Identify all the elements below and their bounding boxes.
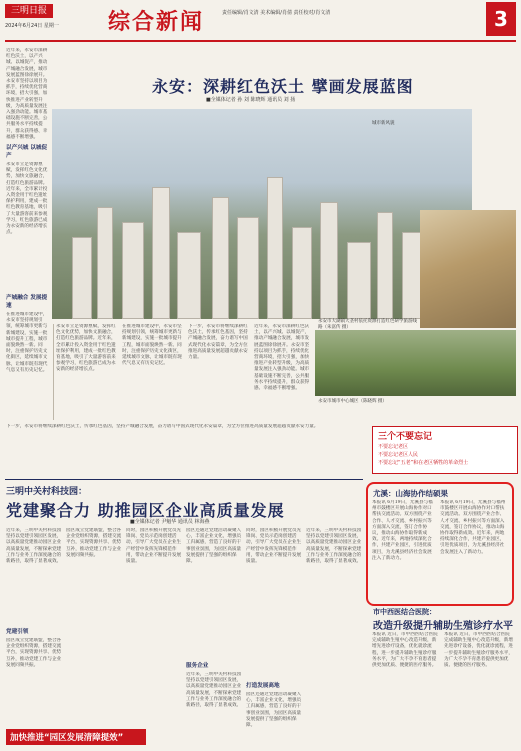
second-col-3: 同时，园区积极开展党员先锋岗、党员示范岗创建活动，引导广大党员在企业生产经营中发挥先锋模范作用，带动企业不断提升发展质量。 [126,528,182,565]
second-subhead-3: 打造发展高地 [246,683,280,689]
lead-text-col-d: 近年来，永安市深耕红色沃土，以产兴城、以城促产，推动产城融合发展，城市发展蓝图徐徐展开。永安市坚持以项目为抓手，持续优化营商环境，招大引强，加快推进产业转型升级，为高质量发展注入强劲动能。城市基础设施不断完善，公共服务水平持续提升，群众获得感、幸福感不断增强。 [254,324,310,392]
second-col-6: 近年来，三明中关村科技园坚持以党建引领园区发展，以高质量党建推动园区企业高质量发展，不断探索党建工作与业务工作深度融合的新路径，取得了显著成效。 [306,528,362,565]
second-subhead-1: 党建引领 [6,629,29,635]
second-col5-text: 同时，园区积极开展党员先锋岗、党员示范岗创建活动，引导广大党员在企业生产经营中发挥先锋模范作用，带动企业不断提升发展质量。 [246,528,302,565]
page-number: 3 [486,2,516,36]
issue-date: 2024年6月24日 星期一 [5,23,59,29]
second-subhead-2: 服务企业 [186,663,209,669]
second-headline: 党建聚合力 助推园区企业高质量发展 [6,501,285,520]
lead-col1-text: 近年来，永安市深耕红色沃土，以产兴城、以城促产，推动产城融合发展，城市发展蓝图徐徐展开。永安市坚持以项目为抓手，持续优化营商环境，招大引强，加快推进产业转型升级，为高质量发展注入强劲动能。城市基础设施不断完善，公共服务水平持续提升，群众获得感、幸福感不断增强。 [6,48,48,140]
lead-text-col-c: 下一步，永安市将继续深耕红色沃土，传承红色基因，坚持产城融合发展，奋力谱写中国式现代化永安篇章，为全方位推进高质量发展超越贡献永安力量。 [188,324,248,361]
second-col-2: 园区成立党建联盟，整合各企业党组织资源，搭建交流平台，实现资源共享、优势互补，推动党建工作与企业发展同频共振。 [66,528,122,558]
side-article-title: 尤溪：山海协作结硕果 [373,489,448,498]
side-article-col-2: 本报讯 6月19日，尤溪县与福州市鼓楼区开展山海协作对口帮扶交流活动。双方围绕产业合作、人才交流、乡村振兴等方面深入交流，签订合作协议，推动山海协作取得新成效。近年来，两地持续深化合作，共建产业园区，引进优质项目，为尤溪县经济社会发展注入了新动力。 [440,500,506,555]
third-col-1: 本报讯 近日，市中西医结合医院完成辅助生殖中心改造升级，新增先进诊疗设备，优化就诊流程，进一步提升辅助生殖诊疗服务水平，为广大不孕不育患者提供更加优质、便捷的医疗服务。 [372,632,438,669]
lead-byline: ■全媒体记者 孙 刘 陈晓辉 通讯员 刘 扬 [206,97,296,103]
second-col1-text: 近年来，三明中关村科技园坚持以党建引领园区发展，以高质量党建推动园区企业高质量发展，不断探索党建工作与业务工作深度融合的新路径，取得了显著成效。 [6,528,62,565]
editor-credits: 责任编辑/肖文清 美术编辑/肖倩 责任校对/肖文清 [222,10,331,16]
section-title: 综合新闻 [108,10,205,35]
third-kicker: 市中西医结合医院： [373,608,436,616]
lead-col3-text: 在推进城市建设中，永安市坚持规划引领，统筹城市更新与新城建设，实施一批城市提升工程，城市面貌焕然一新。同时，注重保护历史文化街区，延续城市文脉，让城市既有现代气息又有历史记忆。 [6,312,48,373]
lead-intro-column [6,48,50,420]
second-col4b-text: 近年来，三明中关村科技园坚持以党建引领园区发展，以高质量党建推动园区企业高质量发展，不断探索党建工作与业务工作深度融合的新路径，取得了显著成效。 [186,672,242,709]
lead-subhead-1: 以产兴城 以城促产 [6,145,48,159]
second-col1b-text: 园区成立党建联盟，整合各企业党组织资源，搭建交流平台，实现资源共享、优势互补，推动党建工作与企业发展同频共振。 [6,638,62,668]
lead-bottom-text: 下一步，永安市将继续深耕红色沃土，传承红色基因，坚持产城融合发展，奋力谱写中国式现代化永安篇章，为全方位推进高质量发展超越贡献永安力量。 [6,424,319,429]
city-photo-caption: 城市新风貌 [372,121,395,126]
third-headline: 改造升级提升辅助生殖诊疗水平 [373,621,513,632]
section-divider [5,479,363,480]
second-col4-text: 园区还通过党建活动凝聚人心，丰富企业文化，增强员工归属感，营造了良好的干事创业氛围，为园区高质量发展提供了坚强的组织保障。 [186,528,242,565]
lead-subhead-2: 产城融合 发展提速 [6,295,48,309]
newspaper-logo: 三明日报 [5,4,53,18]
city-skyline-photo [52,109,472,319]
lead-text-col-b: 在推进城市建设中，永安市坚持规划引领，统筹城市更新与新城建设，实施一批城市提升工程，城市面貌焕然一新。同时，注重保护历史文化街区，延续城市文脉，让城市既有现代气息又有历史记忆。 [122,324,182,367]
tea-field-photo [315,330,516,396]
column-rule [53,324,54,420]
lead-col2-text: 永安市立足资源禀赋，发挥红色文化优势，加快文旅融合，打造红色旅游品牌。近年来，全市累计投入资金用于红色遗址保护利用，建成一批红色教育基地，吸引了大量游客前来参观学习，红色旅游已成为永安新的经济增长点。 [6,162,48,236]
slogan-line-1: 不要忘记老区 [378,444,409,450]
lead-headline: 永安：深耕红色沃土 擘画发展蓝图 [152,77,414,96]
second-col-1 [6,528,62,728]
slogan-line-2: 不要忘记老区人民 [378,452,419,458]
construction-slope-photo [420,210,516,328]
second-col-5 [246,528,302,743]
tea-photo-caption: 永安市城市中心城区（陈晓辉 摄） [318,399,387,404]
header-rule [5,40,516,42]
side-article-col-1: 本报讯 6月19日，尤溪县与福州市鼓楼区开展山海协作对口帮扶交流活动。双方围绕产业合作、人才交流、乡村振兴等方面深入交流，签订合作协议，推动山海协作取得新成效。近年来，两地持续深化合作，共建产业园区，引进优质项目，为尤溪县经济社会发展注入了新动力。 [372,500,433,561]
lead-text-col-a: 永安市立足资源禀赋，发挥红色文化优势，加快文旅融合，打造红色旅游品牌。近年来，全市累计投入资金用于红色遗址保护利用，建成一批红色教育基地，吸引了大量游客前来参观学习，红色旅游已成为永安新的经济增长点。 [56,324,116,373]
second-byline: ■全媒体记者 尹魁华 通讯员 林海燕 [130,519,210,525]
bottom-banner-text: 加快推进“园区发展清障提效” [10,733,124,743]
slogan-title: 三个不要忘记 [378,432,433,442]
slope-photo-caption: 永安市大湖镇大垄村依托资源打造红色研学旅游线路（朱富传 摄） [318,319,417,330]
slogan-line-3: 不要忘记“五老”和在老区牺牲的革命烈士 [378,460,469,466]
second-col-4 [186,528,242,743]
second-col5b-text: 园区还通过党建活动凝聚人心，丰富企业文化，增强员工归属感，营造了良好的干事创业氛围，为园区高质量发展提供了坚强的组织保障。 [246,692,302,729]
second-kicker: 三明中关村科技园： [6,487,88,497]
masthead [0,0,521,44]
third-col-2: 本报讯 近日，市中西医结合医院完成辅助生殖中心改造升级，新增先进诊疗设备，优化就诊流程，进一步提升辅助生殖诊疗服务水平，为广大不孕不育患者提供更加优质、便捷的医疗服务。 [444,632,513,669]
